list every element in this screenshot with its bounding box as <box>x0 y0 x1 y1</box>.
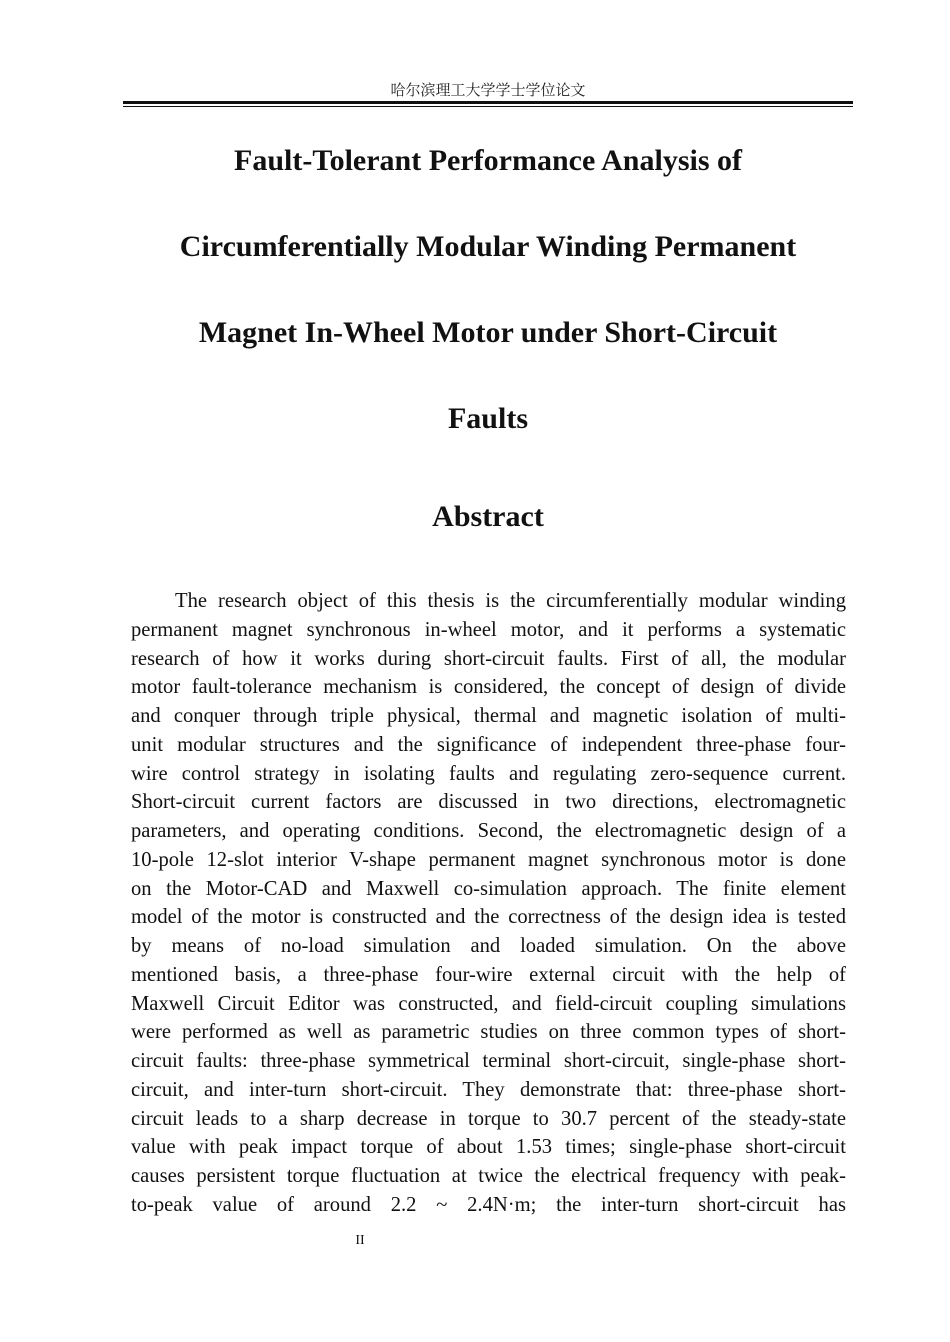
abstract-line: by means of no-load simulation and loaded simulation. On the above <box>131 935 846 957</box>
abstract-line: motor fault-tolerance mechanism is considered, the concept of design of divide <box>131 676 846 699</box>
abstract-line: research of how it works during short-circuit faults. First of all, the modular <box>131 647 846 670</box>
abstract-line: wire control strategy in isolating faults and regulating zero-sequence current. <box>131 762 846 785</box>
abstract-heading: Abstract <box>432 500 544 533</box>
abstract-line: circuit leads to a sharp decrease in torque to 30.7 percent of the steady-state <box>131 1107 846 1130</box>
abstract-body <box>131 587 846 1220</box>
abstract-line: value with peak impact torque of about 1.53 times; single-phase short-circuit <box>131 1136 846 1159</box>
thesis-title <box>123 138 853 482</box>
title-line: Fault-Tolerant Performance Analysis of <box>234 144 742 177</box>
abstract-line: The research object of this thesis is the circumferentially modular winding <box>175 590 846 612</box>
header-rule <box>123 101 853 104</box>
abstract-line: unit modular structures and the significance of independent three-phase four- <box>131 733 846 756</box>
abstract-line: Maxwell Circuit Editor was constructed, and field-circuit coupling simulations <box>131 992 846 1015</box>
abstract-line: model of the motor is constructed and the correctness of the design idea is tested <box>131 906 846 929</box>
title-line: Faults <box>447 402 528 435</box>
abstract-line: circuit, and inter-turn short-circuit. They demonstrate that: three-phase short- <box>131 1078 846 1101</box>
header-rule-thin <box>123 106 853 107</box>
title-line: Magnet In-Wheel Motor under Short-Circuit <box>198 316 778 349</box>
abstract-line: on the Motor-CAD and Maxwell co-simulation approach. The finite element <box>131 877 846 900</box>
running-header: 哈尔滨理工大学学士学位论文 <box>390 81 586 99</box>
abstract-line: permanent magnet synchronous in-wheel motor, and it performs a systematic <box>131 618 846 641</box>
abstract-line: mentioned basis, a three-phase four-wire external circuit with the help of <box>131 963 846 986</box>
abstract-line: 10-pole 12-slot interior V-shape permanent magnet synchronous motor is done <box>131 848 846 871</box>
abstract-line: Short-circuit current factors are discussed in two directions, electromagnetic <box>131 791 846 814</box>
abstract-line: parameters, and operating conditions. Second, the electromagnetic design of a <box>131 820 846 842</box>
abstract-line: to-peak value of around 2.2 ~ 2.4N·m; the inter-turn short-circuit has <box>131 1193 846 1216</box>
abstract-line: and conquer through triple physical, thermal and magnetic isolation of multi- <box>131 705 846 727</box>
page-number: II <box>355 1233 365 1248</box>
title-line: Circumferentially Modular Winding Permanent <box>179 230 797 263</box>
abstract-line: circuit faults: three-phase symmetrical terminal short-circuit, single-phase short- <box>131 1050 846 1072</box>
abstract-line: were performed as well as parametric studies on three common types of short- <box>131 1021 846 1044</box>
abstract-line: causes persistent torque fluctuation at twice the electrical frequency with peak- <box>131 1165 846 1187</box>
